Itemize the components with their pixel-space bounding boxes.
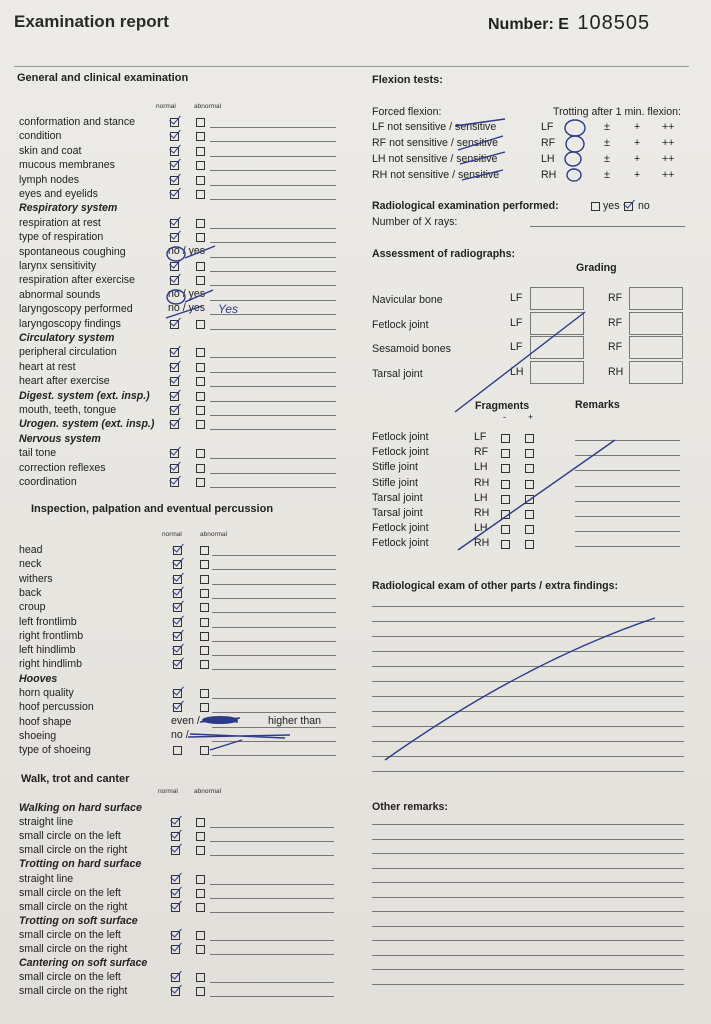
general-row-label: respiration after exercise — [19, 274, 135, 287]
fragment-row-leg: LH — [474, 461, 488, 474]
assessment-heading: Assessment of radiographs: — [372, 248, 516, 260]
radiological-performed-label: Radiological examination performed: — [372, 200, 559, 212]
walk-col-normal: normal — [158, 788, 178, 795]
walk-row-label: Walking on hard surface — [19, 802, 142, 814]
circle-grade-lf — [565, 120, 585, 136]
assessment-row-name: Sesamoid bones — [372, 343, 451, 355]
general-row-label: condition — [19, 130, 62, 143]
assessment-left-leg: LF — [510, 341, 523, 353]
flexion-grade[interactable]: ± — [604, 137, 610, 149]
flexion-row-text: RF not sensitive / sensitive — [372, 137, 498, 149]
other-parts-label: Radiological exam of other parts / extra findings: — [372, 580, 619, 592]
fragment-row-joint: Stifle joint — [372, 461, 418, 474]
assessment-right-leg: RF — [608, 316, 623, 329]
assessment-left-leg: LF — [510, 292, 523, 304]
other-remarks-label: Other remarks: — [372, 801, 448, 813]
general-row-label: spontaneous coughing — [19, 245, 126, 258]
general-row-label: larynx sensitivity — [19, 260, 97, 272]
inspection-row-label: head — [19, 544, 43, 556]
general-row-label: Circulatory system — [19, 332, 115, 344]
assessment-row-name: Fetlock joint — [372, 318, 429, 331]
assessment-right-leg: RF — [608, 341, 623, 353]
general-row-label: mucous membranes — [19, 159, 115, 172]
fragment-row-leg: RH — [474, 476, 490, 489]
inspection-row-label: hoof shape — [19, 715, 72, 728]
strike-yes-sounds — [185, 290, 213, 302]
handwritten-yes: Yes — [218, 302, 239, 316]
general-row-label: type of respiration — [19, 231, 104, 244]
general-row-label: respiration at rest — [19, 216, 101, 229]
inspection-row-answer2: higher than — [268, 714, 322, 727]
inspection-row-label: neck — [19, 558, 42, 571]
inspection-row-label: back — [19, 586, 42, 599]
fragment-row-joint: Fetlock joint — [372, 446, 429, 459]
fragment-row-leg: RH — [474, 507, 490, 519]
general-row-answer: no / yes — [168, 244, 206, 257]
report-title: Examination report — [14, 12, 169, 31]
flexion-row-leg: RH — [541, 169, 557, 181]
fragment-row-leg: LH — [474, 522, 488, 535]
walk-row-label: straight line — [19, 816, 74, 829]
general-row-label: peripheral circulation — [19, 346, 117, 359]
flexion-row-text: LH not sensitive / sensitive — [372, 153, 498, 165]
general-col-abnormal: abnormal — [194, 103, 222, 110]
slash-other-parts — [385, 618, 655, 760]
fragment-row-leg: LF — [474, 431, 487, 443]
assessment-left-leg: LF — [510, 316, 523, 329]
fragment-row-joint: Fetlock joint — [372, 431, 429, 443]
radiological-yes-label: yes — [603, 200, 620, 212]
circle-grade-rh — [567, 169, 581, 181]
flexion-grade[interactable]: + — [634, 169, 641, 181]
radiological-no-label: no — [638, 200, 650, 212]
general-row-label: laryngoscopy findings — [19, 317, 121, 330]
strike-sensitive-rh — [462, 170, 503, 180]
flexion-row-leg: LF — [541, 121, 554, 133]
flexion-grade[interactable]: + — [634, 153, 641, 165]
walk-row-label: small circle on the left — [19, 928, 121, 941]
general-row-label: mouth, teeth, tongue — [19, 404, 117, 416]
inspection-row-label: right hindlimb — [19, 658, 83, 671]
fragment-row-joint: Tarsal joint — [372, 491, 423, 504]
fragment-row-joint: Stifle joint — [372, 476, 418, 489]
inspection-heading: Inspection, palpation and eventual percussion — [31, 503, 274, 515]
general-row-label: tail tone — [19, 447, 57, 460]
scribble-shoeing — [188, 734, 290, 738]
trotting-after-flexion-label: Trotting after 1 min. flexion: — [553, 106, 681, 118]
general-row-label: eyes and eyelids — [19, 188, 98, 200]
general-row-label: Respiratory system — [19, 202, 118, 215]
circle-grade-rf — [566, 136, 584, 152]
fragments-label: Fragments — [475, 400, 530, 412]
general-row-label: skin and coat — [19, 144, 82, 157]
walk-row-label: small circle on the right — [19, 900, 128, 913]
walk-col-abnormal: abnormal — [194, 788, 222, 795]
general-row-answer: no / yes — [168, 302, 206, 315]
fragment-plus: + — [528, 412, 534, 422]
general-row-label: heart at rest — [19, 360, 76, 373]
flexion-grade[interactable]: ++ — [662, 169, 675, 181]
grading-label: Grading — [576, 262, 617, 274]
flexion-row-text: RH not sensitive / sensitive — [372, 169, 500, 181]
slash-grading — [455, 312, 585, 412]
walk-row-label: straight line — [19, 872, 74, 885]
walk-row-label: small circle on the right — [19, 943, 128, 955]
walk-row-label: small circle on the right — [19, 844, 128, 857]
inspection-row-label: shoeing — [19, 729, 57, 742]
strike-sensitive-lf — [455, 119, 505, 126]
assessment-right-leg: RF — [608, 292, 623, 304]
fragment-row-joint: Fetlock joint — [372, 537, 429, 550]
fragment-row-joint: Tarsal joint — [372, 507, 423, 519]
fragment-minus: - — [503, 412, 506, 422]
flexion-grade[interactable]: ++ — [662, 137, 675, 149]
scribble-shoeing-2 — [210, 740, 242, 750]
inspection-row-label: horn quality — [19, 687, 74, 699]
flexion-grade[interactable]: ++ — [662, 153, 675, 165]
circle-grade-lh — [565, 152, 581, 166]
inspection-col-normal: normal — [162, 531, 182, 538]
strike-laryngoscopy — [166, 306, 202, 318]
general-row-label: Digest. system (ext. insp.) — [19, 389, 150, 402]
general-row-label: laryngoscopy performed — [19, 303, 133, 316]
flexion-grade[interactable]: ++ — [662, 121, 675, 133]
flexion-heading: Flexion tests: — [372, 74, 443, 86]
flexion-grade[interactable]: ± — [604, 169, 610, 181]
inspection-col-abnormal: abnormal — [200, 531, 228, 538]
inspection-row-label: hoof percussion — [19, 701, 94, 714]
assessment-row-name: Tarsal joint — [372, 367, 423, 380]
general-row-label: lymph nodes — [19, 173, 80, 186]
xrays-label: Number of X rays: — [372, 216, 458, 228]
inspection-row-label: withers — [19, 572, 53, 585]
flexion-row-text: LF not sensitive / sensitive — [372, 121, 497, 133]
general-row-label: Urogen. system (ext. insp.) — [19, 418, 155, 431]
walk-row-label: small circle on the left — [19, 830, 121, 843]
fragment-row-joint: Fetlock joint — [372, 522, 429, 535]
walk-row-label: small circle on the left — [19, 886, 121, 899]
assessment-left-leg: LH — [510, 365, 524, 378]
report-number-label: Number: E — [488, 16, 569, 33]
strike-sensitive-rf — [458, 136, 503, 150]
general-col-normal: normal — [156, 103, 176, 110]
general-row-label: correction reflexes — [19, 461, 106, 474]
flexion-grade[interactable]: ± — [604, 121, 610, 133]
circle-no-coughing — [167, 247, 185, 261]
general-row-label: conformation and stance — [19, 116, 136, 128]
slash-fragments — [458, 440, 615, 550]
flexion-grade[interactable]: ± — [604, 153, 610, 165]
flexion-row-leg: LH — [541, 153, 555, 165]
general-row-answer: no / yes — [168, 287, 206, 300]
walk-row-label: small circle on the left — [19, 971, 121, 984]
general-row-label: Nervous system — [19, 432, 101, 445]
forced-flexion-label: Forced flexion: — [372, 106, 442, 118]
assessment-right-leg: RH — [608, 365, 624, 378]
inspection-row-answer: even / — [171, 714, 200, 727]
flexion-grade[interactable]: + — [634, 121, 641, 133]
fragment-row-leg: RH — [474, 537, 490, 550]
inspection-row-label: left frontlimb — [19, 615, 77, 628]
general-row-label: abnormal sounds — [19, 288, 101, 301]
inspection-row-label: type of shoeing — [19, 744, 91, 757]
inspection-row-label: right frontlimb — [19, 629, 84, 642]
inspection-row-label: left hindlimb — [19, 644, 76, 657]
walk-row-label: Trotting on soft surface — [19, 914, 138, 927]
strike-sensitive-lh — [460, 152, 505, 164]
walk-row-label: Trotting on hard surface — [19, 858, 142, 871]
walk-row-label: small circle on the right — [19, 985, 128, 998]
general-row-label: heart after exercise — [19, 375, 110, 388]
strike-yes-coughing — [185, 246, 215, 258]
flexion-row-leg: RF — [541, 137, 556, 149]
ink-blot-hoof — [202, 716, 238, 724]
walk-row-label: Cantering on soft surface — [19, 957, 148, 970]
circle-no-sounds — [167, 290, 185, 304]
fragment-row-leg: LH — [474, 491, 488, 504]
remarks-label: Remarks — [575, 399, 620, 411]
walk-heading: Walk, trot and canter — [21, 773, 130, 785]
report-number-value: 108505 — [577, 12, 651, 34]
general-heading: General and clinical examination — [17, 72, 189, 84]
inspection-row-label: croup — [19, 601, 46, 614]
inspection-row-label: Hooves — [19, 672, 58, 685]
inspection-row-answer: no / — [171, 728, 189, 741]
assessment-row-name: Navicular bone — [372, 294, 443, 306]
fragment-row-leg: RF — [474, 446, 489, 459]
general-row-label: coordination — [19, 476, 77, 488]
flexion-grade[interactable]: + — [634, 137, 641, 149]
